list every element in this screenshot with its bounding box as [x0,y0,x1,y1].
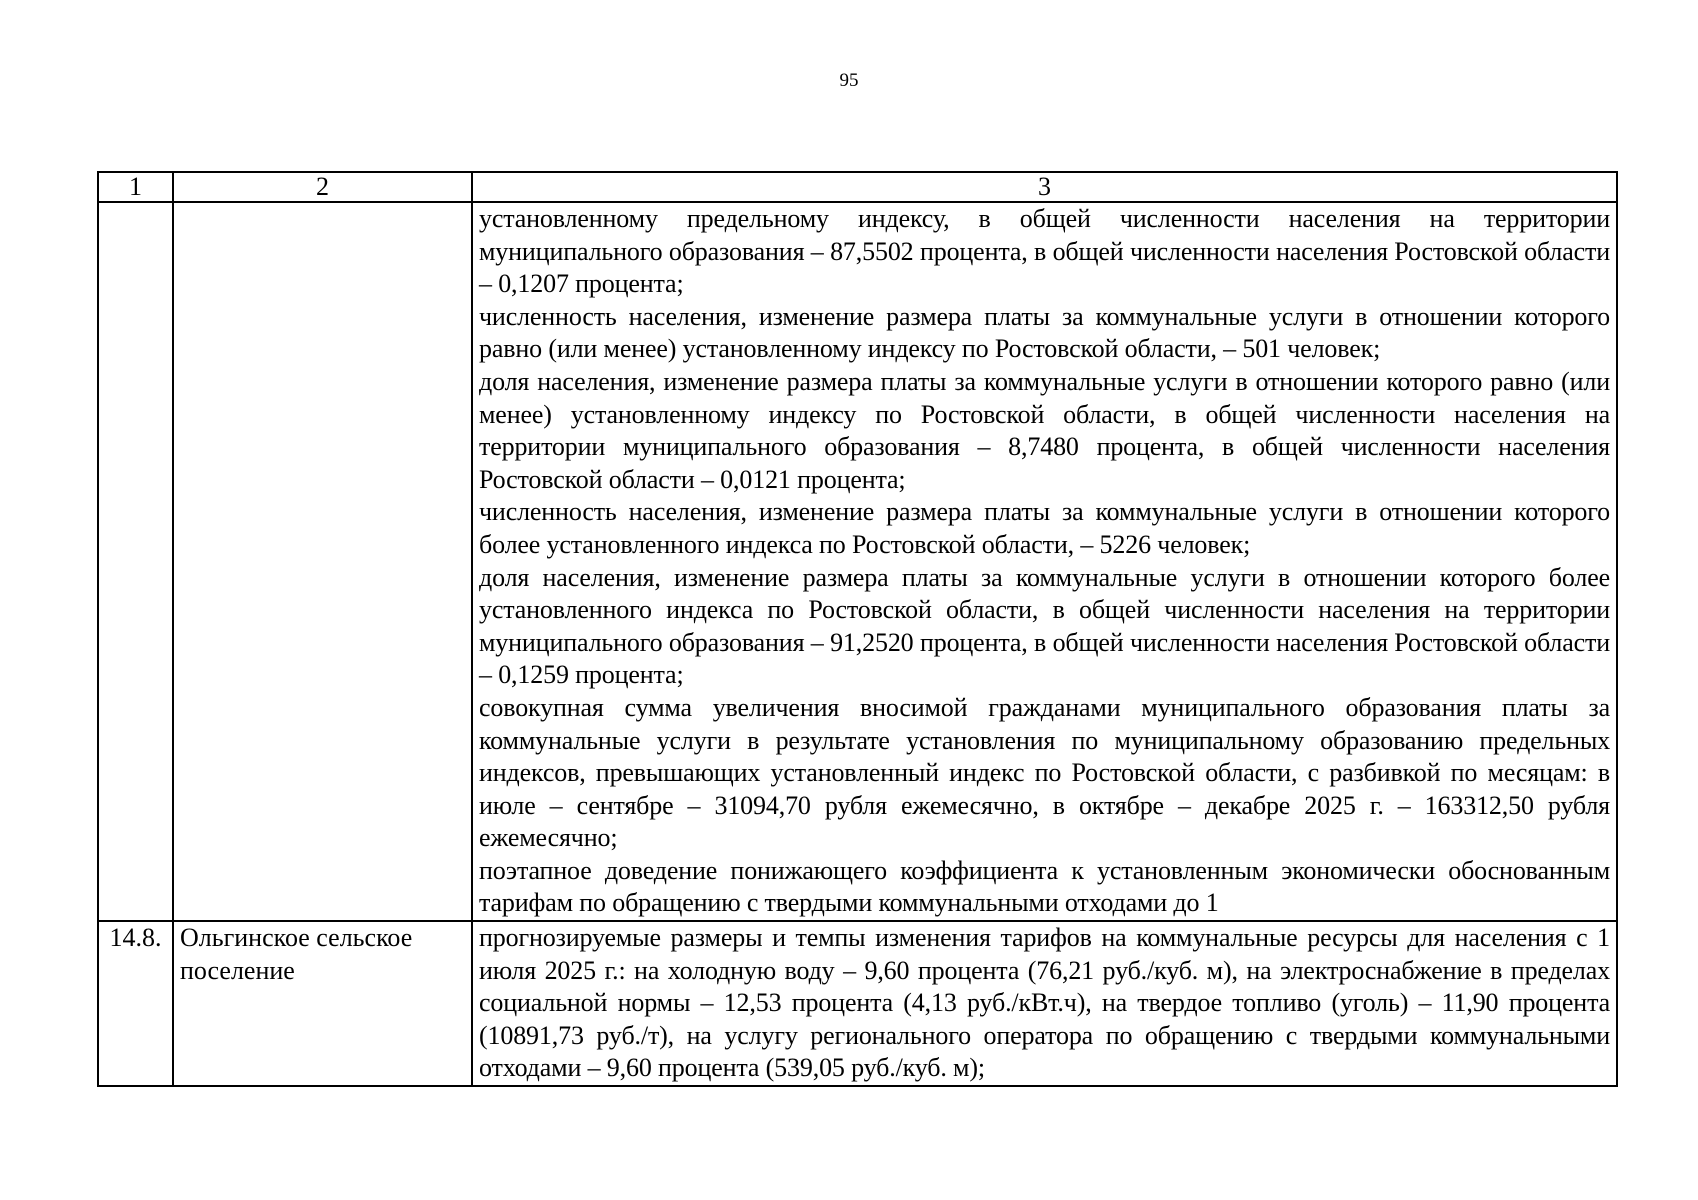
paragraph: численность населения, изменение размера платы за коммунальные услуги в отношении которого равно (или менее) установленному индексу по Ростовской области, – 501 человек; [479,301,1610,364]
row-number: 14.8. [98,921,173,1086]
paragraph: прогнозируемые размеры и темпы изменения тарифов на коммунальные ресурсы для населения с 1 июля 2025 г.: на холодную воду – 9,60 процента (76,21 руб./куб. м), на электроснабжение в пределах социальной нормы – 12,53 процента (4,13 руб./кВт.ч), на твердое топливо (уголь) – 11,90 процента (10891,73 руб./т), на услугу регионального оператора по обращению с твердыми коммунальными отходами – 9,60 процента (539,05 руб./куб. м); [479,923,1610,1083]
paragraph: доля населения, изменение размера платы за коммунальные услуги в отношении которого равно (или менее) установленному индексу по Ростовской области, в общей численности населения на территории муниципального образования – 8,7480 процента, в общей численности населения Ростовской области – 0,0121 процента; [479,366,1610,494]
municipality-name: Ольгинское сельское поселение [173,921,472,1086]
column-header: 1 [98,172,173,202]
table-row [98,921,1617,1086]
table-header-row [98,172,1617,202]
row-number [98,202,173,921]
column-header: 3 [472,172,1617,202]
paragraph: численность населения, изменение размера платы за коммунальные услуги в отношении которого более установленного индекса по Ростовской области, – 5226 человек; [479,497,1610,559]
page-number: 95 [839,70,859,91]
row-content [472,921,1617,1086]
paragraph: установленному предельному индексу, в общей численности населения на территории муниципального образования – 87,5502 процента, в общей численности населения Ростовской области – 0,1207 процента; [479,204,1610,299]
municipality-name [173,202,472,921]
row-content [472,202,1617,921]
paragraph: поэтапное доведение понижающего коэффициента к установленным экономически обоснованным тарифам по обращению с твердыми коммунальными отходами до 1 [479,855,1610,918]
paragraph: доля населения, изменение размера платы за коммунальные услуги в отношении которого более установленного индекса по Ростовской области, в общей численности населения на территории муниципального образования – 91,2520 процента, в общей численности населения Ростовской области – 0,1259 процента; [479,562,1610,690]
table-row [98,202,1617,921]
paragraph: совокупная сумма увеличения вносимой гражданами муниципального образования платы за коммунальные услуги в результате установления по муниципальному образованию предельных индексов, превышающих установленный индекс по Ростовской области, с разбивкой по месяцам: в июле – сентябре – 31094,70 рубля ежемесячно, в октябре – декабре 2025 г. – 163312,50 рубля ежемесячно; [479,692,1610,853]
data-table [97,171,1618,1087]
column-header: 2 [173,172,472,202]
